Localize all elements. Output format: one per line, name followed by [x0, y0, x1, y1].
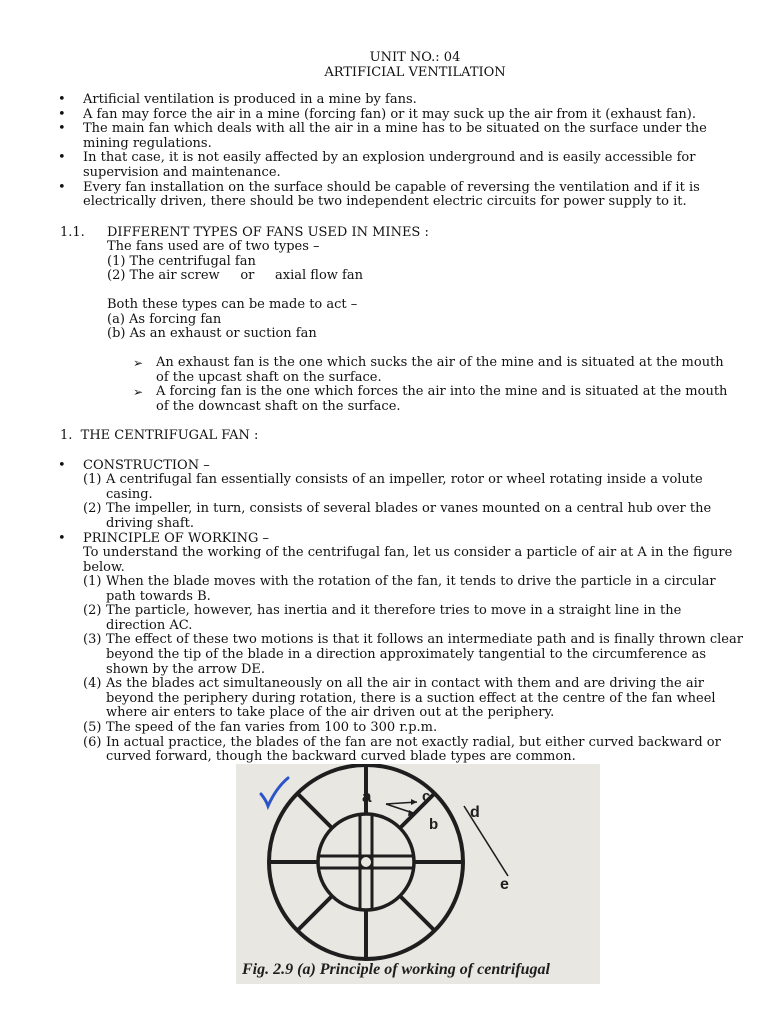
arrowhead-c — [411, 799, 417, 805]
list-item: (4) As the blades act simultaneously on all the air in contact with them and are driving the air beyond the periphery during rotation, there is a suction effect at the centre of the fan wheel where air enters to take place of the air driven out at the periphery. — [83, 676, 716, 721]
list-item: (1) When the blade moves with the rotation of the fan, it tends to drive the particle in a circular path towards B. — [83, 574, 716, 604]
label-e: e — [500, 876, 509, 893]
list-item: (3) The effect of these two motions is that it follows an intermediate path and is finally thrown clear beyond the tip of the blade in a direction approximately tangential to the circumference as shown by the arrow DE. — [83, 632, 743, 677]
label-b: b — [429, 816, 439, 833]
bullet-icon: • — [58, 458, 66, 473]
intro-bullet-list — [58, 93, 718, 210]
list-item: (1) A centrifugal fan essentially consists of an impeller, rotor or wheel rotating inside a volute casing. — [83, 472, 703, 502]
list-item: (2) The particle, however, has inertia and it therefore tries to move in a straight line in the direction AC. — [83, 603, 682, 633]
bullet-icon: • — [58, 106, 66, 122]
types-intro: The fans used are of two types – — [107, 239, 320, 254]
fan-action-block — [107, 298, 727, 342]
principle-intro: To understand the working of the centrifugal fan, let us consider a particle of air at A in the figure below. — [83, 545, 733, 575]
type-item: (1) The centrifugal fan — [107, 253, 256, 269]
page-title: ARTIFICIAL VENTILATION — [324, 65, 506, 80]
type-item: (2) The air screw or axial flow fan — [107, 268, 363, 284]
arrowhead-bullet-icon: ➢ — [133, 385, 144, 400]
fan-blade — [297, 896, 332, 931]
list-item: ➢ A forcing fan is the one which forces the air into the mine and is situated at the mouth of the downcast shaft on the surface. — [133, 384, 728, 414]
label-c: c — [422, 788, 431, 805]
shaft-centre — [360, 856, 372, 868]
section-title: DIFFERENT TYPES OF FANS USED IN MINES : — [107, 225, 429, 240]
arrow-bullet-list — [133, 356, 733, 414]
unit-number: UNIT NO.: 04 — [369, 50, 461, 65]
bullet-icon: • — [58, 121, 66, 137]
fan-diagram — [236, 764, 600, 984]
list-item: (5) The speed of the fan varies from 100 to 300 r.p.m. — [83, 719, 438, 735]
list-item: • A fan may force the air in a mine (forcing fan) or it may suck up the air from it (exhaust fan). — [58, 106, 696, 122]
fan-blade — [297, 793, 332, 828]
action-item: (b) As an exhaust or suction fan — [107, 326, 317, 342]
list-item: (6) In actual practice, the blades of the fan are not exactly radial, but either curved backward or curved forward, though the backward curved blade types are common. — [83, 734, 721, 765]
bullet-icon: • — [58, 92, 66, 107]
fan-types-block — [107, 240, 727, 284]
label-a: a — [362, 787, 372, 806]
principle-list — [83, 575, 743, 765]
list-item: • Artificial ventilation is produced in a mine by fans. — [58, 92, 417, 107]
list-item: ➢ An exhaust fan is the one which sucks the air of the mine and is situated at the mouth of the upcast shaft on the surface. — [133, 355, 724, 385]
list-item: (2) The impeller, in turn, consists of several blades or vanes mounted on a central hub over the driving shaft. — [83, 501, 712, 531]
fan-blade — [400, 896, 435, 931]
arrowhead-bullet-icon: ➢ — [133, 356, 144, 370]
centrifugal-fan-figure — [236, 764, 600, 984]
list-item: • Every fan installation on the surface should be capable of reversing the ventilation and if it is electrically driven, there should be two independent electric circuits for power supply to it. — [58, 179, 700, 210]
bullet-icon: • — [58, 179, 66, 195]
action-item: (a) As forcing fan — [107, 311, 222, 327]
label-d: d — [470, 804, 480, 821]
list-item: • The main fan which deals with all the air in a mine has to be situated on the surface under the mining regulations. — [58, 121, 707, 151]
checkmark-icon — [261, 778, 288, 806]
bullet-icon: • — [58, 531, 66, 546]
figure-caption: Fig. 2.9 (a) Principle of working of centrifugal — [242, 961, 550, 978]
construction-list — [83, 473, 743, 531]
centrifugal-fan-heading: 1. THE CENTRIFUGAL FAN : — [60, 428, 259, 443]
section-number: 1.1. — [60, 225, 85, 240]
bullet-icon: • — [58, 150, 66, 166]
document-page: UNIT NO.: 04 ARTIFICIAL VENTILATION • Artificial ventilation is produced in a mine by fans. • A fan may force the air in a mine (forcing fan) or it may suck up the air from it (exhaust fan). • The main fan which deals with all the air in a mine has to be situated on the surface under the mining regulations. • In that case, it is not easily affected by an explosion underground and is easily accessible for supervision and maintenance. • Every fan installation on the surface should be capable of reversing the ventilation and if it is electrically driven, there should be two independent electric circuits for power supply to it. 1.1. DIFFERENT TYPES OF FANS USED IN MINES : The fans used are of two types – (1) The centrifugal fan (2) The air screw or axial flow fan Both these types can be made to act – (a) As forcing fan (b) As an exhaust or suction fan ➢ An exhaust fan is the one which sucks the air of the mine and is situated at the mouth of the upcast shaft on the surface. ➢ A forcing fan is the one which forces the air into the mine and is situated at the mouth of the downcast shaft on the surface. 1. THE CENTRIFUGAL FAN : • CONSTRUCTION – (1) A centrifugal fan essentially consists of an impeller, rotor or wheel rotating inside a volute casing. (2) The impeller, in turn, consists of several blades or vanes mounted on a central hub over the driving shaft. • PRINCIPLE OF WORKING – To understand the working of the centrifugal fan, let us consider a particle of air at A in the figure below. (1) When the blade moves with the rotation of the fan, it tends to drive the particle in a circular path towards B. (2) The particle, however, has inertia and it therefore tries to move in a straight line in the direction AC. (3) The effect of these two motions is that it follows an intermediate path and is finally thrown clear beyond the tip of the blade in a direction approximately tangential to the circumference as shown by the arrow DE. (4) As the blades act simultaneously on all the air in contact with them and are driving the air beyond the periphery during rotation, there is a suction effect at the centre of the fan wheel where air enters to take place of the air driven out at the periphery. (5) The speed of the fan varies from 100 to 300 r.p.m. (6) In actual practice, the blades of the fan are not exactly radial, but either curved backward or curved forward, though the backward curved blade types are common. a c b d e Fig. 2.9 (a) Principle of working of centrifugal — [0, 0, 768, 1024]
list-item: • In that case, it is not easily affected by an explosion underground and is easily accessible for supervision and maintenance. — [58, 150, 696, 180]
action-intro: Both these types can be made to act – — [107, 297, 358, 312]
